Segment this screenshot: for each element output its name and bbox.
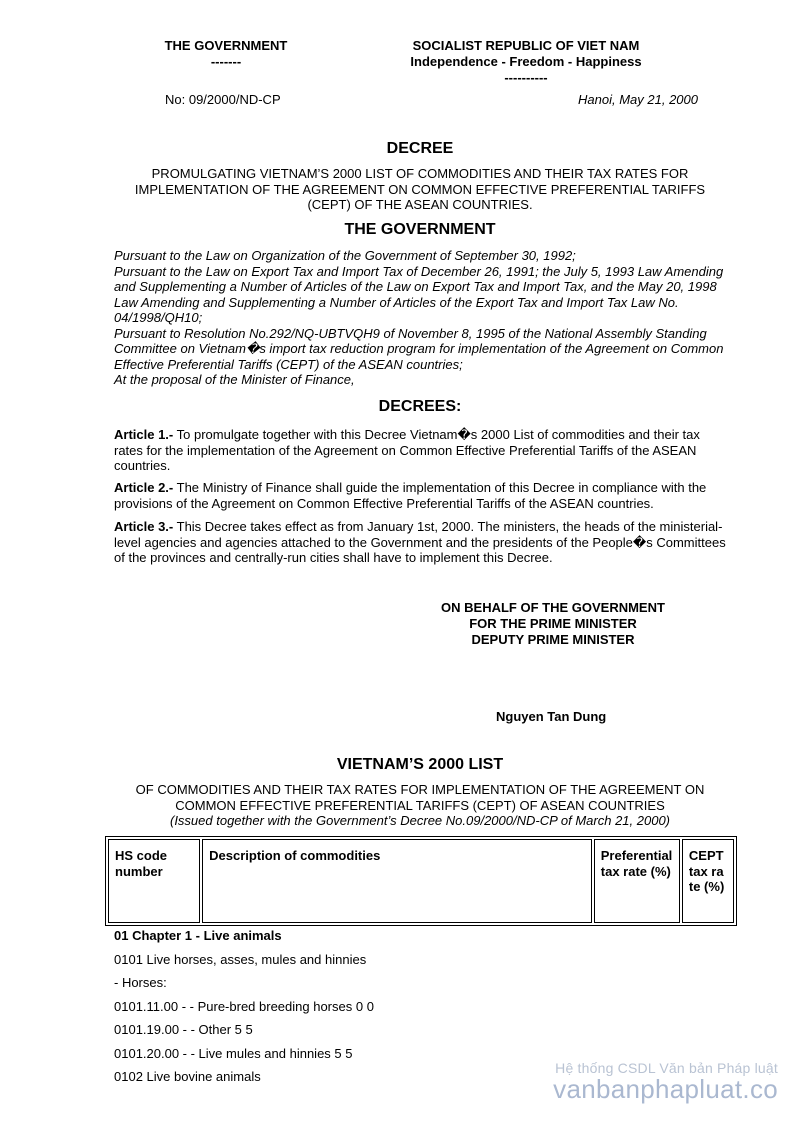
preamble-line: Pursuant to the Law on Export Tax and Import Tax of December 26, 1991; the July 5, 1993 Law Amending and Supplementing a Number of Articles of the Law on Export Tax and Import Tax, and the May 20, 1998 Law Amending and Supplementing a Number of Articles of the Export Tax and Import Tax Law No. 04/1998/QH10; xyxy=(114,263,724,325)
country-motto: Independence - Freedom - Happiness xyxy=(410,54,642,69)
col-cept: CEPT tax rate (%) xyxy=(682,839,734,923)
article-text: This Decree takes effect as from January 1st, 2000. The ministers, the heads of the ministerial-level agencies and agencies attached to the Government and the presidents of the People�s Committees of the provinces and centrally-run cities shall have to implement this Decree. xyxy=(114,519,726,565)
issuer-heading: THE GOVERNMENT xyxy=(344,221,496,238)
list-item: 0101 Live horses, asses, mules and hinnies xyxy=(114,951,367,967)
watermark-caption: Hệ thống CSDL Văn bản Pháp luật xyxy=(555,1060,778,1076)
article-label: Article 3.- xyxy=(114,519,174,534)
signature-line: DEPUTY PRIME MINISTER xyxy=(471,632,635,647)
preamble-line: Pursuant to Resolution No.292/NQ-UBTVQH9 of November 8, 1995 of the National Assembly Standing Committee on Vietnam�s import tax reduction program for implementation of the Agreement on Common Effective Preferential Tariffs (CEPT) of the ASEAN countries; xyxy=(114,325,724,372)
list-item: 0101.20.00 - - Live mules and hinnies 5 5 xyxy=(114,1045,353,1061)
issuer-rule: ------- xyxy=(210,54,242,69)
article-label: Article 1.- xyxy=(114,427,174,442)
col-hs-code: HS code number xyxy=(108,839,200,923)
country-title: SOCIALIST REPUBLIC OF VIET NAM xyxy=(412,38,640,53)
place-date: Hanoi, May 21, 2000 xyxy=(578,92,698,107)
signature-line: FOR THE PRIME MINISTER xyxy=(469,616,637,631)
preamble-line: Pursuant to the Law on Organization of the Government of September 30, 1992; xyxy=(114,248,576,263)
decree-subtitle: PROMULGATING VIETNAM’S 2000 LIST OF COMMODITIES AND THEIR TAX RATES FOR IMPLEMENTATION OF THE AGREEMENT ON COMMON EFFECTIVE PREFERENTIAL TARIFFS (CEPT) OF THE ASEAN COUNTRIES. xyxy=(134,166,706,212)
col-description: Description of commodities xyxy=(202,839,592,923)
signature-block xyxy=(420,600,686,648)
decrees-heading: DECREES: xyxy=(378,398,462,415)
list-item: - Horses: xyxy=(114,975,167,990)
commodity-table xyxy=(105,836,737,926)
list-title: VIETNAM’S 2000 LIST xyxy=(336,756,504,773)
signer-name: Nguyen Tan Dung xyxy=(496,709,607,724)
list-subtitle: OF COMMODITIES AND THEIR TAX RATES FOR IMPLEMENTATION OF THE AGREEMENT ON COMMON EFFECTIVE PREFERENTIAL TARIFFS (CEPT) OF ASEAN COUNTRIES xyxy=(135,782,705,813)
article-text: To promulgate together with this Decree Vietnam�s 2000 List of commodities and their tax rates for the implementation of the Agreement on Common Effective Preferential Tariffs of the ASEAN countries. xyxy=(114,427,700,473)
article-3 xyxy=(114,519,726,566)
list-issued-note: (Issued together with the Government’s Decree No.09/2000/ND-CP of March 21, 2000) xyxy=(169,813,671,828)
list-item: 0101.19.00 - - Other 5 5 xyxy=(114,1022,253,1037)
list-item: 01 Chapter 1 - Live animals xyxy=(114,928,282,943)
article-2 xyxy=(114,480,726,511)
article-label: Article 2.- xyxy=(114,480,174,495)
signature-line: ON BEHALF OF THE GOVERNMENT xyxy=(441,600,665,615)
decree-title: DECREE xyxy=(386,140,454,157)
list-item: 0101.11.00 - - Pure-bred breeding horses 0 0 xyxy=(114,998,374,1014)
col-preferential: Preferential tax rate (%) xyxy=(594,839,680,923)
decree-number: No: 09/2000/ND-CP xyxy=(165,92,281,107)
preamble-line: At the proposal of the Minister of Finance, xyxy=(114,372,355,387)
issuer-title: THE GOVERNMENT xyxy=(164,38,288,53)
list-item: 0102 Live bovine animals xyxy=(114,1069,261,1084)
preamble xyxy=(114,248,726,388)
article-1 xyxy=(114,427,726,474)
article-text: The Ministry of Finance shall guide the implementation of this Decree in compliance with the provisions of the Agreement on Common Effective Preferential Tariffs of the ASEAN countries. xyxy=(114,480,707,511)
watermark-site: vanbanphapluat.co xyxy=(553,1074,778,1104)
country-rule: ---------- xyxy=(504,70,548,85)
